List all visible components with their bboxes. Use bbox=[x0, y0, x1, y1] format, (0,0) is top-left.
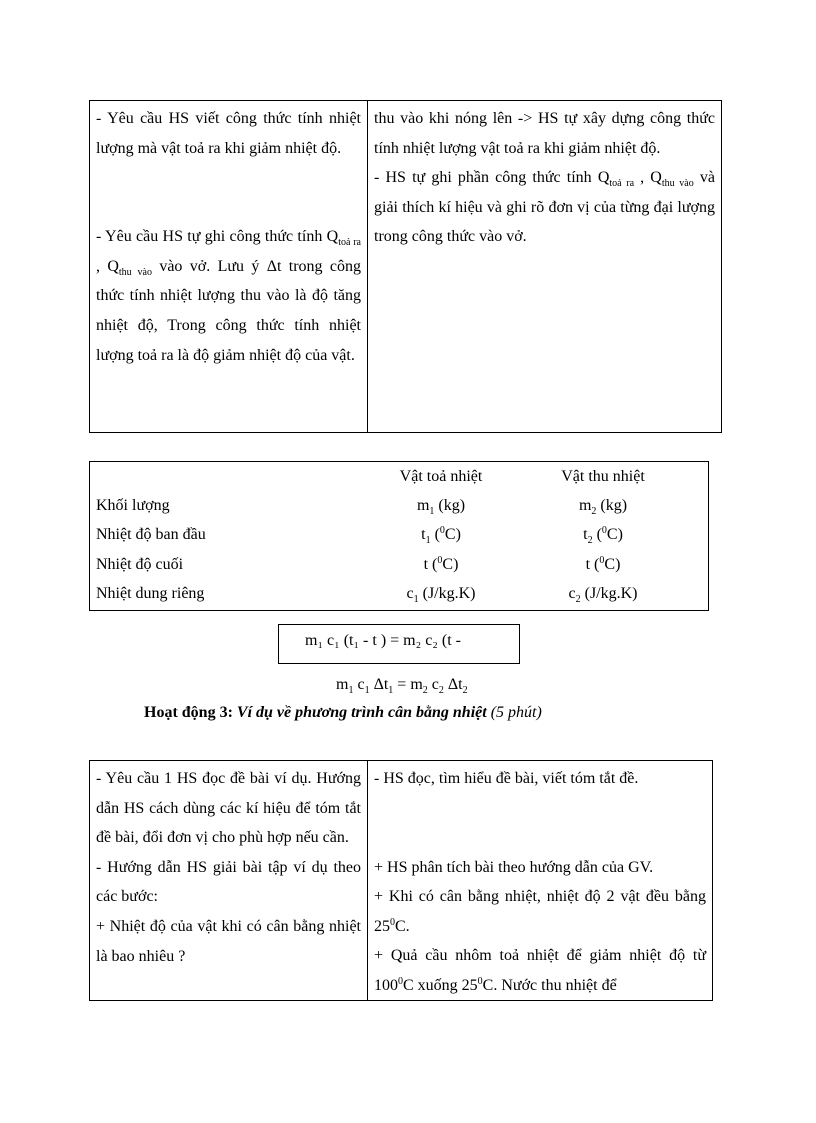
teacher-text-1: - Yêu cầu HS viết công thức tính nhiệt lượng mà vật toả ra khi giảm nhiệt độ. bbox=[96, 110, 361, 157]
header-cold-object: Vật thu nhiệt bbox=[561, 468, 645, 485]
teacher-column bbox=[90, 101, 368, 432]
student-text-3: + Khi có cân bằng nhiệt, nhiệt độ 2 vật đều bằng $25^0C$. bbox=[374, 888, 706, 935]
equation-text: m₁ c₁ (t₁ - t ) = m₂ c₂ (t - bbox=[305, 632, 461, 649]
cold-value: $m_2$ (kg) bbox=[578, 497, 628, 517]
student-column bbox=[368, 761, 712, 1000]
heat-properties-table bbox=[89, 461, 709, 611]
activity-table-1 bbox=[89, 100, 722, 433]
teacher-text-2: - Hướng dẫn HS giải bài tập ví dụ theo các bước: bbox=[96, 858, 361, 906]
activity-3-heading: Hoạt động 3: Ví dụ về phương trình cân bằng nhiệt (5 phút) bbox=[144, 704, 542, 721]
heat-balance-equation-box bbox=[278, 624, 520, 664]
activity-table-3 bbox=[89, 760, 713, 1001]
row-label: Nhiệt dung riêng bbox=[96, 585, 205, 602]
student-text-1: - HS đọc, tìm hiểu đề bài, viết tóm tắt đề. bbox=[374, 770, 639, 787]
header-hot-object: Vật toả nhiệt bbox=[399, 468, 483, 485]
hot-value: $m_1$ (kg) bbox=[416, 497, 466, 517]
hot-value: $c_1$ (J/kg.K) bbox=[406, 585, 476, 605]
cold-value: $t_2$ ($^0$C) bbox=[583, 525, 623, 546]
row-label: Khối lượng bbox=[96, 497, 170, 514]
cold-value: t ($^0$C) bbox=[585, 555, 621, 573]
teacher-column bbox=[90, 761, 368, 1000]
student-text-1: thu vào khi nóng lên -> HS tự xây dựng công thức tính nhiệt lượng vật toả ra khi giảm nhiệt độ. bbox=[374, 110, 715, 157]
row-label: Nhiệt độ ban đầu bbox=[96, 526, 206, 543]
cold-value: $c_2$ (J/kg.K) bbox=[568, 585, 638, 605]
row-label: Nhiệt độ cuối bbox=[96, 556, 184, 573]
table-row bbox=[90, 550, 708, 580]
hot-value: t ($^0$C) bbox=[423, 555, 459, 573]
student-text-2: - HS tự ghi phần công thức tính $Q_{toả ra}$ , $Q_{thu vào}$ và giải thích kí hiệu và ghi rõ đơn vị của từng đại lượng trong công thức vào vở. bbox=[374, 169, 715, 246]
spacer bbox=[374, 794, 706, 853]
student-text-4: + Quả cầu nhôm toả nhiệt để giảm nhiệt độ từ $100^0C$ xuống $25^0C$. Nước thu nhiệt để bbox=[374, 947, 706, 994]
teacher-text-1: - Yêu cầu 1 HS đọc đề bài ví dụ. Hướng dẫn HS cách dùng các kí hiệu để tóm tắt đề bài, đổi đơn vị cho phù hợp nếu cần. bbox=[96, 770, 361, 847]
hot-value: $t_1$ ($^0$C) bbox=[421, 525, 461, 546]
heat-balance-equation-delta: $m_1$ $c_1$ $\Delta t_1 = m_2$ $c_2$ $\Delta t_2$ bbox=[336, 676, 468, 696]
student-text-2: + HS phân tích bài theo hướng dẫn của GV. bbox=[374, 858, 654, 876]
teacher-text-3: + Nhiệt độ của vật khi có cân bằng nhiệt là bao nhiêu ? bbox=[96, 917, 361, 965]
table-row bbox=[90, 579, 708, 609]
table-row bbox=[90, 491, 708, 521]
table-header-row bbox=[90, 462, 708, 492]
table-row bbox=[90, 520, 708, 550]
teacher-text-2: - Yêu cầu HS tự ghi công thức tính $Q_{toả ra}$ , $Q_{thu vào}$ vào vở. Lưu ý Δt trong công thức tính nhiệt lượng thu vào là độ tăng nhiệt độ, Trong công thức tính nhiệt lượng toả ra là độ giảm nhiệt độ của vật. bbox=[96, 228, 361, 364]
student-column bbox=[368, 101, 721, 432]
spacer bbox=[96, 163, 361, 222]
